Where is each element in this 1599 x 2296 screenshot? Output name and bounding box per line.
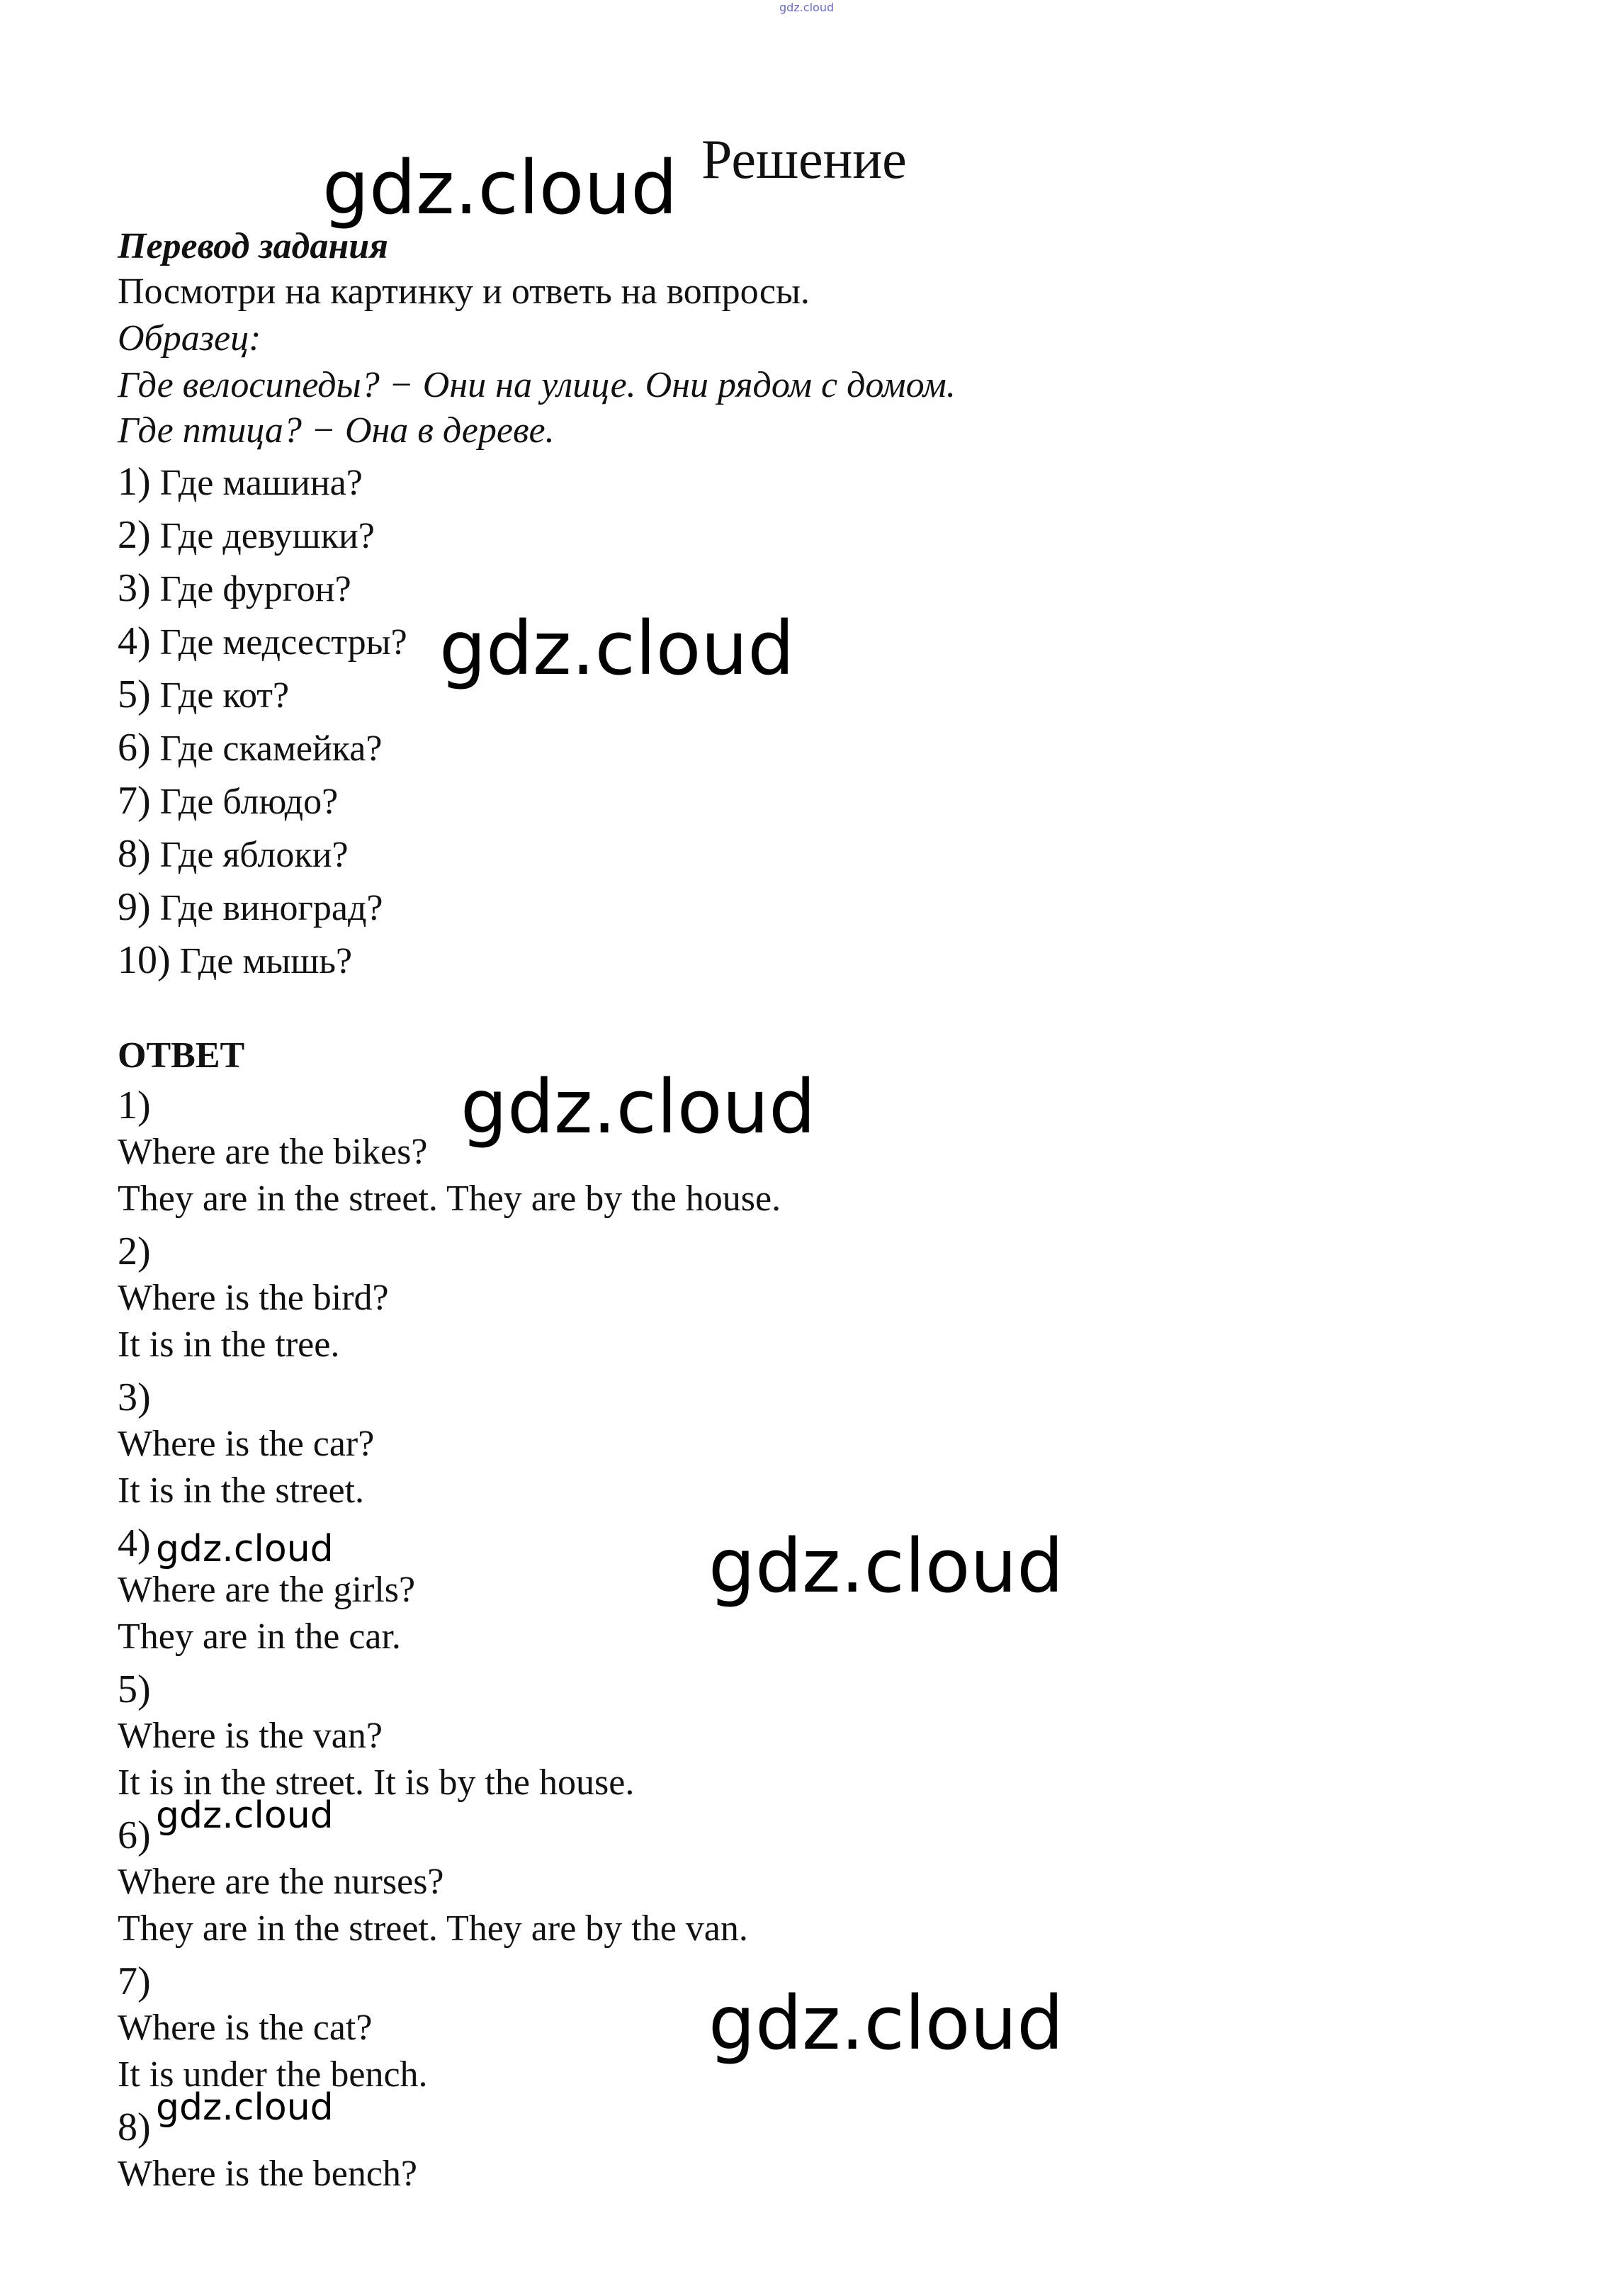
question-text: Где блюдо? xyxy=(150,782,339,822)
question-number: 2) xyxy=(118,513,151,557)
answer-heading: ОТВЕТ xyxy=(118,1035,245,1076)
instruction-text: Посмотри на картинку и ответь на вопросы. xyxy=(118,271,810,312)
question-number: 3) xyxy=(118,566,151,610)
question-item xyxy=(118,886,383,930)
watermark-small: gdz.cloud xyxy=(156,1794,334,1837)
question-text: Где мышь? xyxy=(170,941,353,981)
answer-text: They are in the street. They are by the van. xyxy=(118,1908,748,1949)
question-text: Где кот? xyxy=(150,675,290,716)
watermark-top: gdz.cloud xyxy=(779,1,835,14)
question-number: 8) xyxy=(118,832,151,876)
question-item xyxy=(118,514,375,558)
question-number: 7) xyxy=(118,779,151,823)
answer-text: It is in the street. xyxy=(118,1470,365,1511)
question-number: 9) xyxy=(118,885,151,929)
answer-question: Where is the van? xyxy=(118,1716,383,1756)
answer-question: Where is the bird? xyxy=(118,1278,389,1318)
answer-number: 1) xyxy=(118,1084,151,1127)
answer-text: It is in the tree. xyxy=(118,1324,340,1365)
answer-text: It is under the bench. xyxy=(118,2054,428,2095)
watermark: gdz.cloud xyxy=(708,1523,1064,1609)
answer-number: 8) xyxy=(118,2105,151,2149)
watermark: gdz.cloud xyxy=(708,1980,1064,2066)
question-text: Где медсестры? xyxy=(150,622,407,663)
example-line: Где велосипеды? − Они на улице. Они рядом с домом. xyxy=(118,365,956,405)
question-number: 4) xyxy=(118,619,151,663)
question-text: Где девушки? xyxy=(150,516,375,556)
watermark-small: gdz.cloud xyxy=(156,2086,334,2129)
question-number: 10) xyxy=(118,938,171,982)
watermark: gdz.cloud xyxy=(439,605,795,692)
answer-number: 2) xyxy=(118,1229,151,1273)
question-item xyxy=(118,833,349,877)
answer-question: Where is the bench? xyxy=(118,2154,418,2194)
answer-question: Where is the cat? xyxy=(118,2008,373,2048)
question-text: Где фургон? xyxy=(150,569,351,609)
question-item xyxy=(118,567,351,611)
question-text: Где машина? xyxy=(150,463,363,503)
answer-number: 7) xyxy=(118,1959,151,2003)
question-number: 6) xyxy=(118,726,151,770)
question-text: Где яблоки? xyxy=(150,835,349,875)
answer-text: They are in the street. They are by the house. xyxy=(118,1178,781,1219)
question-item xyxy=(118,620,407,664)
translation-heading: Перевод задания xyxy=(118,226,388,266)
example-line: Где птица? − Она в дереве. xyxy=(118,410,555,451)
question-item xyxy=(118,461,363,505)
answer-question: Where are the girls? xyxy=(118,1570,416,1610)
answer-number: 6) xyxy=(118,1813,151,1857)
answer-number: 3) xyxy=(118,1375,151,1419)
answer-question: Where is the car? xyxy=(118,1424,375,1464)
page-title: Решение xyxy=(701,128,907,190)
question-text: Где виноград? xyxy=(150,888,383,928)
watermark: gdz.cloud xyxy=(322,145,678,231)
answer-question: Where are the nurses? xyxy=(118,1862,444,1902)
answer-text: It is in the street. It is by the house. xyxy=(118,1762,635,1803)
watermark-small: gdz.cloud xyxy=(156,1528,334,1570)
answer-text: They are in the car. xyxy=(118,1616,401,1657)
question-number: 1) xyxy=(118,460,151,504)
question-item xyxy=(118,939,352,983)
question-number: 5) xyxy=(118,673,151,716)
answer-number: 5) xyxy=(118,1667,151,1711)
example-label: Образец: xyxy=(118,318,261,359)
question-item xyxy=(118,726,382,770)
question-text: Где скамейка? xyxy=(150,728,383,769)
watermark: gdz.cloud xyxy=(461,1064,816,1150)
question-item xyxy=(118,673,289,717)
answer-number: 4) xyxy=(118,1521,151,1565)
question-item xyxy=(118,780,338,823)
answer-question: Where are the bikes? xyxy=(118,1132,428,1172)
